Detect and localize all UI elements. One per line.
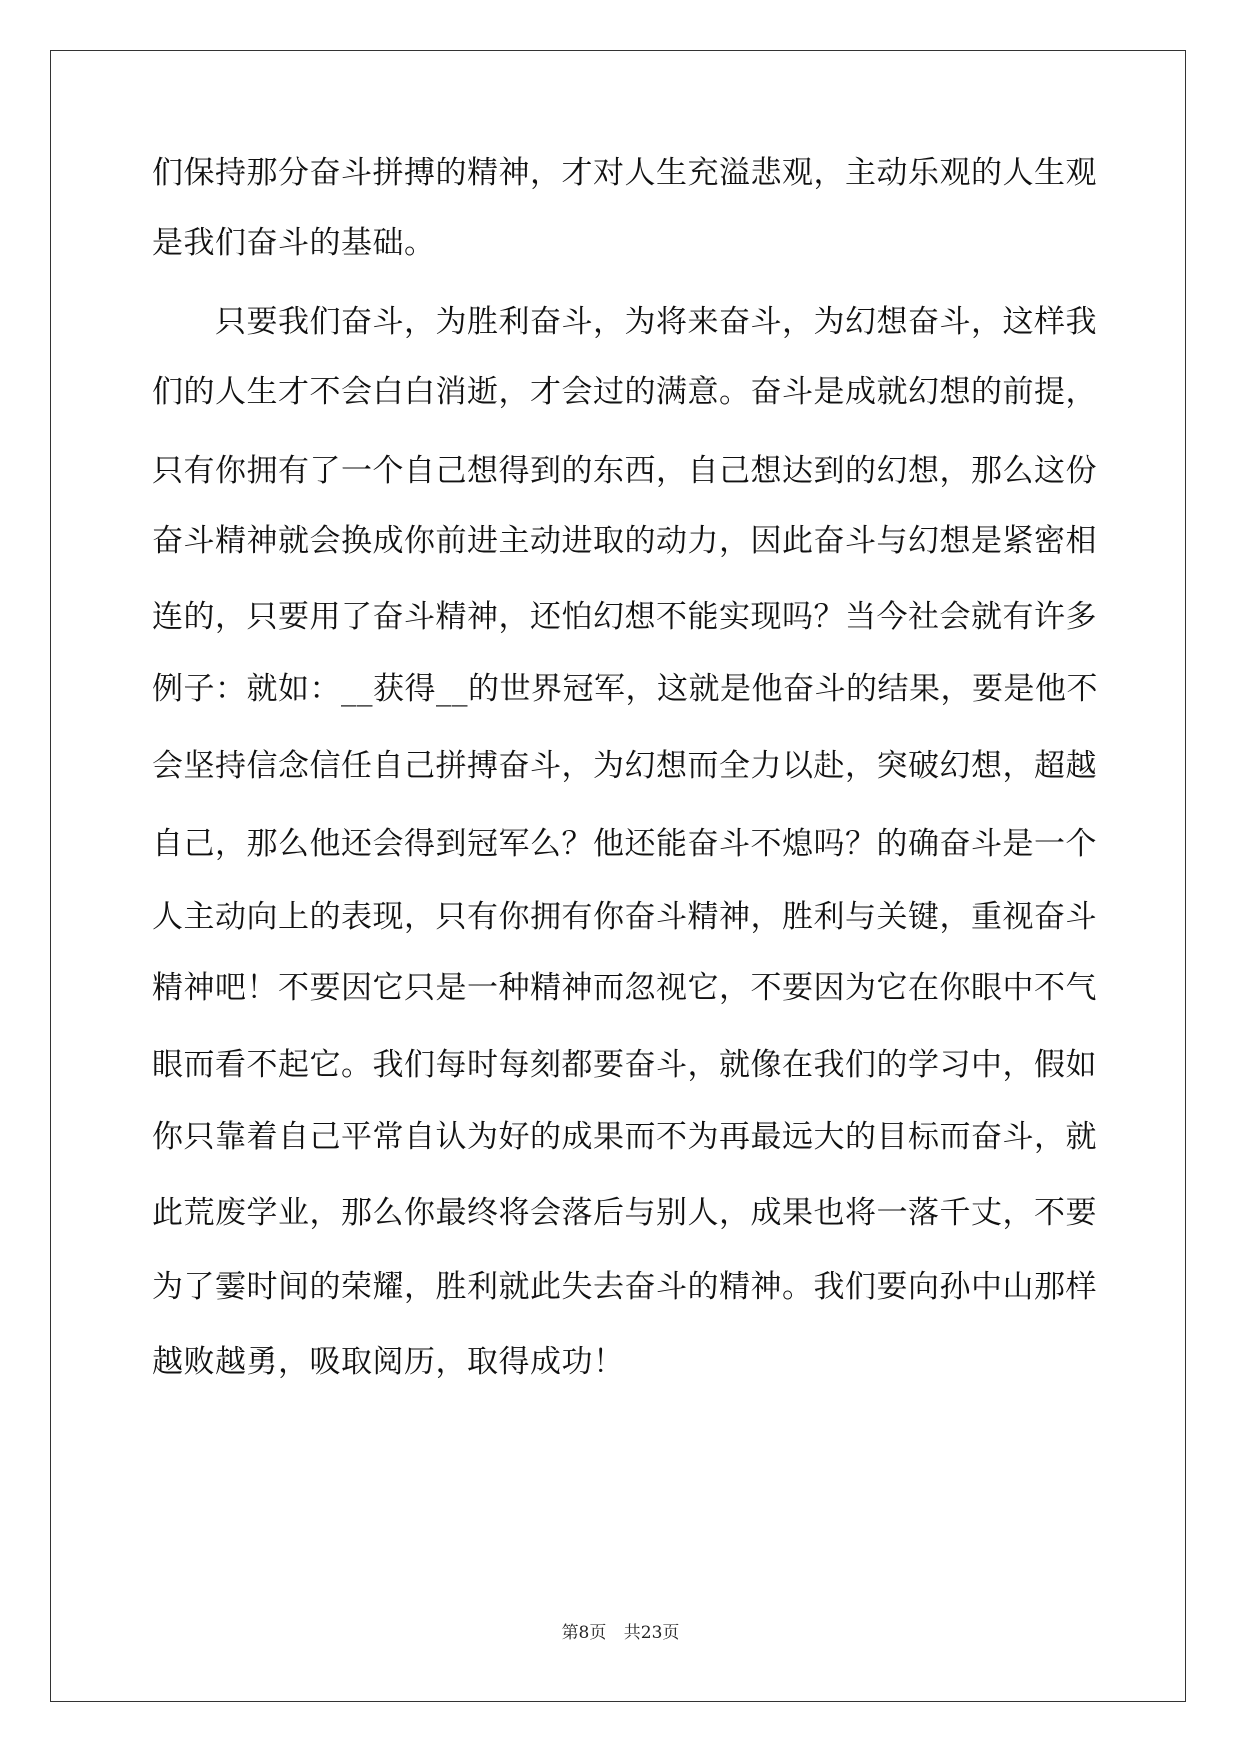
body-line-11: 人主动向上的表现，只有你拥有你奋斗精神，胜利与关键，重视奋斗 (152, 899, 1097, 935)
body-line-4: 们的人生才不会白白消逝，才会过的满意。奋斗是成就幻想的前提， (152, 374, 1097, 410)
body-line-8: 例子：就如：__获得__的世界冠军，这就是他奋斗的结果，要是他不 (152, 671, 1098, 707)
page-total: 共23页 (623, 1623, 680, 1643)
body-line-17: 越败越勇，吸取阅历，取得成功！ (152, 1344, 625, 1380)
body-line-15: 此荒废学业，那么你最终将会落后与别人，成果也将一落千丈，不要 (152, 1195, 1097, 1231)
body-line-3: 只要我们奋斗，为胜利奋斗，为将来奋斗，为幻想奋斗，这样我 (215, 304, 1097, 340)
body-line-1: 们保持那分奋斗拼搏的精神，才对人生充溢悲观，主动乐观的人生观 (152, 155, 1097, 191)
body-line-9: 会坚持信念信任自己拼搏奋斗，为幻想而全力以赴，突破幻想，超越 (152, 748, 1097, 784)
body-line-2: 是我们奋斗的基础。 (152, 225, 436, 261)
page-border (50, 50, 1186, 1702)
body-line-6: 奋斗精神就会换成你前进主动进取的动力，因此奋斗与幻想是紧密相 (152, 523, 1097, 559)
body-line-12: 精神吧！不要因它只是一种精神而忽视它，不要因为它在你眼中不气 (152, 970, 1097, 1006)
body-line-10: 自己，那么他还会得到冠军么？他还能奋斗不熄吗？的确奋斗是一个 (152, 826, 1097, 862)
page-footer (0, 1618, 1241, 1643)
body-line-5: 只有你拥有了一个自己想得到的东西，自己想达到的幻想，那么这份 (152, 453, 1097, 489)
body-line-16: 为了霎时间的荣耀，胜利就此失去奋斗的精神。我们要向孙中山那样 (152, 1269, 1097, 1305)
body-line-13: 眼而看不起它。我们每时每刻都要奋斗，就像在我们的学习中，假如 (152, 1047, 1097, 1083)
page-number: 第8页 (561, 1623, 607, 1643)
body-line-14: 你只靠着自己平常自认为好的成果而不为再最远大的目标而奋斗，就 (152, 1119, 1097, 1155)
body-line-7: 连的，只要用了奋斗精神，还怕幻想不能实现吗？当今社会就有许多 (152, 599, 1097, 635)
